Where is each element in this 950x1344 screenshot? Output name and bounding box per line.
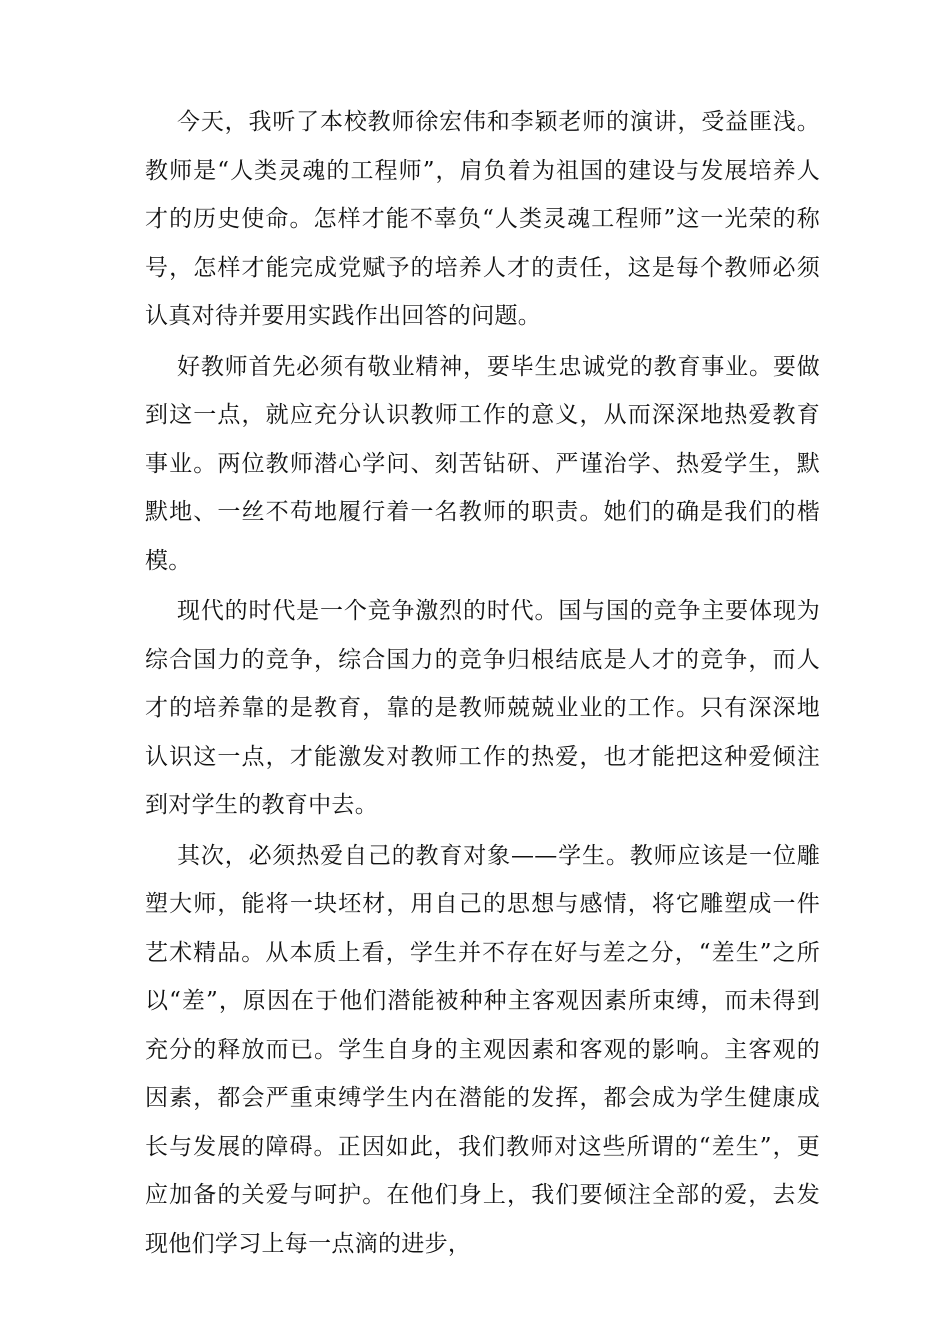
paragraph-2: 好教师首先必须有敬业精神，要毕生忠诚党的教育事业。要做到这一点，就应充分认识教师工作的意义，从而深深地热爱教育事业。两位教师潜心学问、刻苦钻研、严谨治学、热爱学生，默默地、一丝不苟地履行着一名教师的职责。她们的确是我们的楷模。	[145, 353, 820, 574]
paragraph-3: 现代的时代是一个竞争激烈的时代。国与国的竞争主要体现为综合国力的竞争，综合国力的竞争归根结底是人才的竞争，而人才的培养靠的是教育，靠的是教师兢兢业业的工作。只有深深地认识这一点，才能激发对教师工作的热爱，也才能把这种爱倾注到对学生的教育中去。	[145, 598, 820, 818]
paragraph-1: 今天，我听了本校教师徐宏伟和李颖老师的演讲，受益匪浅。教师是“人类灵魂的工程师”，肩负着为祖国的建设与发展培养人才的历史使命。怎样才能不辜负“人类灵魂工程师”这一光荣的称号，怎样才能完成党赋予的培养人才的责任，这是每个教师必须认真对待并要用实践作出回答的问题。	[145, 109, 820, 329]
document-body	[145, 98, 820, 1270]
paragraph-4: 其次，必须热爱自己的教育对象——学生。教师应该是一位雕塑大师，能将一块坯材，用自己的思想与感情，将它雕塑成一件艺术精品。从本质上看，学生并不存在好与差之分，“差生”之所以“差”，原因在于他们潜能被种种主客观因素所束缚，而未得到充分的释放而已。学生自身的主观因素和客观的影响。主客观的因素，都会严重束缚学生内在潜能的发挥，都会成为学生健康成长与发展的障碍。正因如此，我们教师对这些所谓的“差生”，更应加备的关爱与呵护。在他们身上，我们要倾注全部的爱，去发现他们学习上每一点滴的进步，	[145, 842, 820, 1257]
